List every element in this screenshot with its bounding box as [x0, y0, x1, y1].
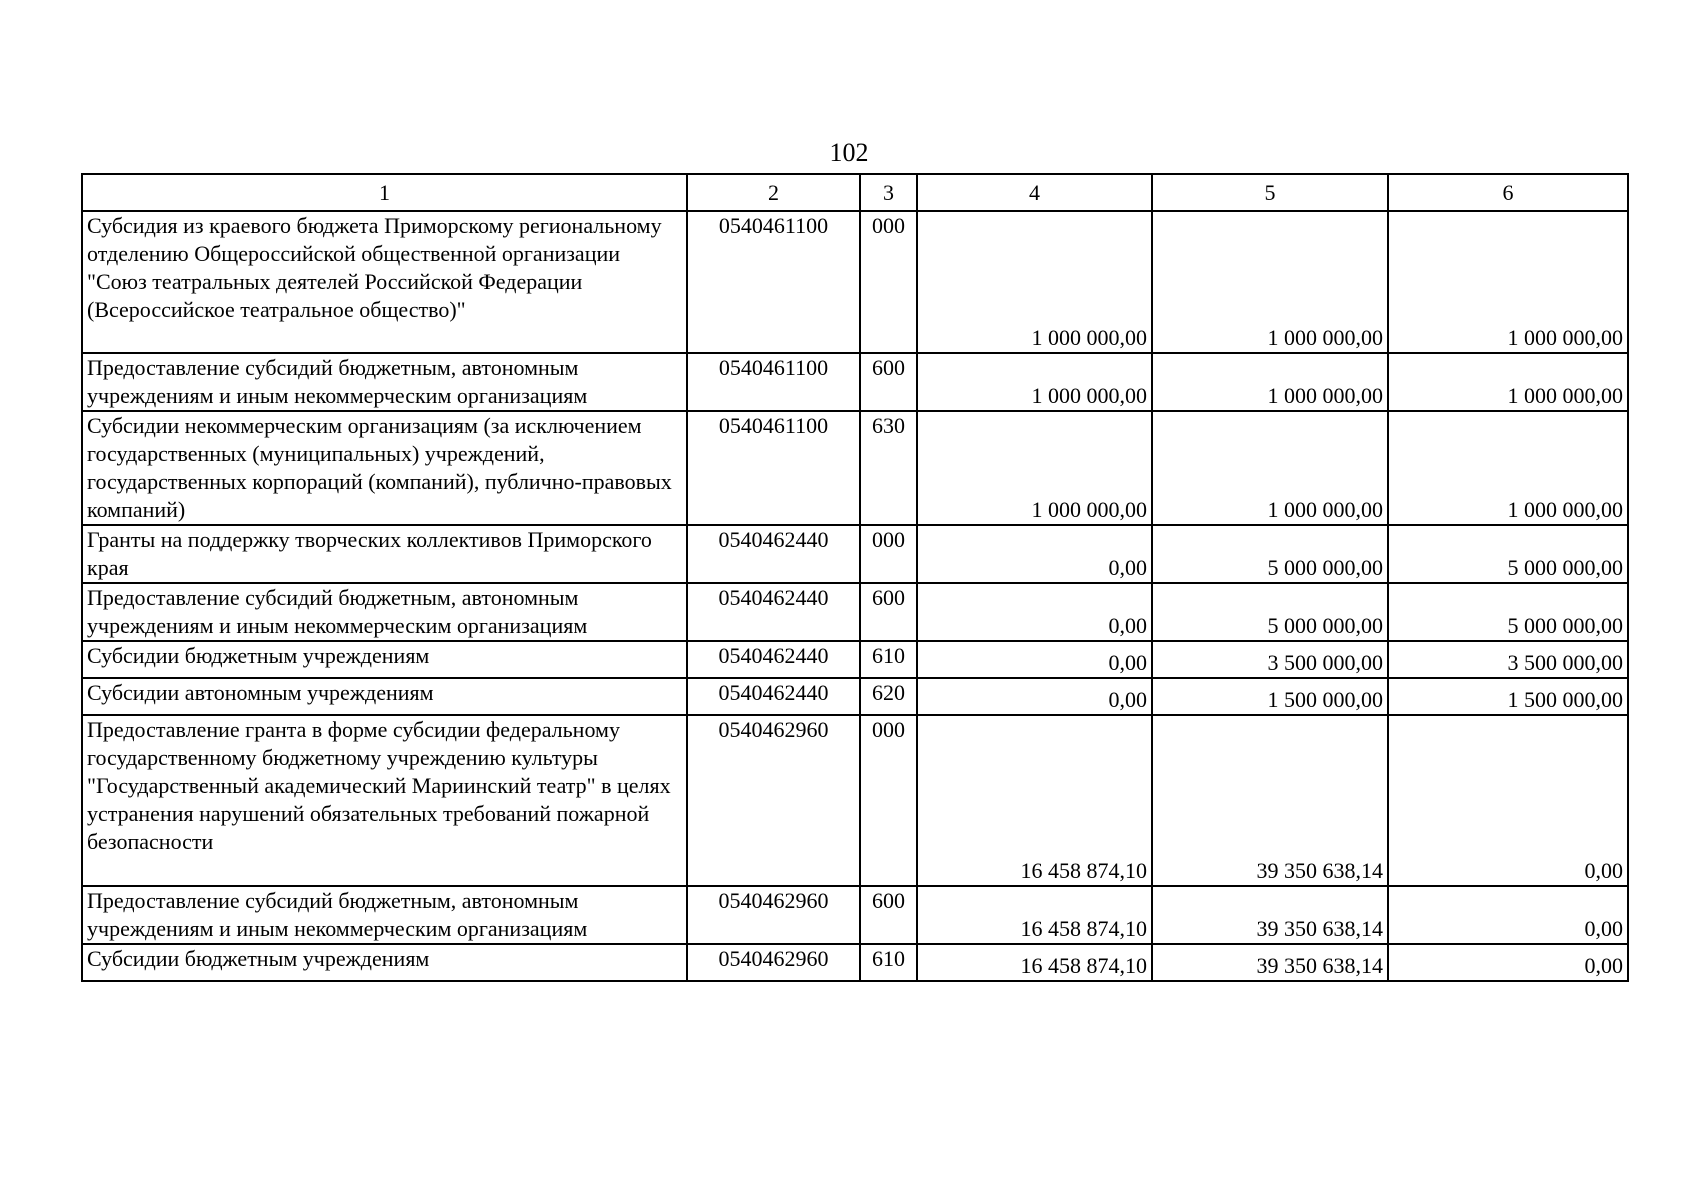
- row-code: 0540462960: [687, 886, 860, 944]
- row-code: 0540461100: [687, 353, 860, 411]
- row-name: Субсидии бюджетным учреждениям: [82, 641, 687, 678]
- row-amount-6: 0,00: [1388, 944, 1628, 981]
- row-code: 0540462440: [687, 525, 860, 583]
- row-code: 0540462440: [687, 678, 860, 715]
- row-amount-4: 16 458 874,10: [917, 886, 1152, 944]
- table-row: [82, 944, 1628, 981]
- row-amount-6: 1 000 000,00: [1388, 411, 1628, 525]
- column-header-2: 2: [687, 174, 860, 211]
- table-row: [82, 641, 1628, 678]
- row-amount-4: 1 000 000,00: [917, 211, 1152, 353]
- row-name: Субсидии некоммерческим организациям (за исключением государственных (муниципальных) учреждений, государственных корпораций (компаний), публично-правовых компаний): [82, 411, 687, 525]
- row-amount-5: 1 000 000,00: [1152, 411, 1388, 525]
- row-amount-6: 5 000 000,00: [1388, 583, 1628, 641]
- row-amount-6: 1 000 000,00: [1388, 211, 1628, 353]
- table-row: [82, 715, 1628, 886]
- row-amount-4: 1 000 000,00: [917, 411, 1152, 525]
- row-amount-5: 1 000 000,00: [1152, 353, 1388, 411]
- row-amount-5: 3 500 000,00: [1152, 641, 1388, 678]
- row-amount-5: 39 350 638,14: [1152, 715, 1388, 886]
- row-expense-type: 610: [860, 944, 917, 981]
- row-code: 0540462960: [687, 944, 860, 981]
- column-header-1: 1: [82, 174, 687, 211]
- row-amount-5: 1 500 000,00: [1152, 678, 1388, 715]
- table-row: [82, 583, 1628, 641]
- row-amount-4: 0,00: [917, 641, 1152, 678]
- row-amount-6: 3 500 000,00: [1388, 641, 1628, 678]
- row-expense-type: 000: [860, 525, 917, 583]
- table-row: [82, 886, 1628, 944]
- budget-table: [81, 173, 1629, 982]
- row-amount-6: 0,00: [1388, 715, 1628, 886]
- row-code: 0540461100: [687, 411, 860, 525]
- row-amount-4: 0,00: [917, 525, 1152, 583]
- row-name: Предоставление субсидий бюджетным, автономным учреждениям и иным некоммерческим организациям: [82, 886, 687, 944]
- row-expense-type: 620: [860, 678, 917, 715]
- row-amount-4: 0,00: [917, 678, 1152, 715]
- page-number: 102: [829, 138, 869, 167]
- row-amount-6: 0,00: [1388, 886, 1628, 944]
- row-name: Предоставление субсидий бюджетным, автономным учреждениям и иным некоммерческим организациям: [82, 353, 687, 411]
- row-name: Гранты на поддержку творческих коллективов Приморского края: [82, 525, 687, 583]
- table-row: [82, 353, 1628, 411]
- row-amount-5: 5 000 000,00: [1152, 525, 1388, 583]
- column-header-4: 4: [917, 174, 1152, 211]
- row-code: 0540462960: [687, 715, 860, 886]
- row-code: 0540461100: [687, 211, 860, 353]
- row-name: Предоставление гранта в форме субсидии федеральному государственному бюджетному учреждению культуры "Государственный академический Мариинский театр" в целях устранения нарушений обязательных требований пожарной безопасности: [82, 715, 687, 886]
- row-amount-5: 1 000 000,00: [1152, 211, 1388, 353]
- table-row: [82, 211, 1628, 353]
- row-amount-4: 16 458 874,10: [917, 944, 1152, 981]
- row-code: 0540462440: [687, 641, 860, 678]
- row-amount-6: 1 000 000,00: [1388, 353, 1628, 411]
- table-body: [82, 211, 1628, 981]
- row-expense-type: 600: [860, 353, 917, 411]
- row-expense-type: 600: [860, 886, 917, 944]
- row-amount-4: 16 458 874,10: [917, 715, 1152, 886]
- row-amount-4: 0,00: [917, 583, 1152, 641]
- row-expense-type: 630: [860, 411, 917, 525]
- column-header-5: 5: [1152, 174, 1388, 211]
- row-amount-5: 5 000 000,00: [1152, 583, 1388, 641]
- row-name: Субсидии бюджетным учреждениям: [82, 944, 687, 981]
- column-header-6: 6: [1388, 174, 1628, 211]
- row-amount-6: 5 000 000,00: [1388, 525, 1628, 583]
- row-amount-6: 1 500 000,00: [1388, 678, 1628, 715]
- row-name: Субсидия из краевого бюджета Приморскому региональному отделению Общероссийской общественной организации "Союз театральных деятелей Российской Федерации (Всероссийское театральное общество)": [82, 211, 687, 353]
- row-expense-type: 000: [860, 211, 917, 353]
- row-name: Предоставление субсидий бюджетным, автономным учреждениям и иным некоммерческим организациям: [82, 583, 687, 641]
- table-header: [82, 174, 1628, 211]
- row-expense-type: 600: [860, 583, 917, 641]
- row-amount-5: 39 350 638,14: [1152, 944, 1388, 981]
- table-row: [82, 525, 1628, 583]
- row-code: 0540462440: [687, 583, 860, 641]
- row-expense-type: 610: [860, 641, 917, 678]
- column-header-3: 3: [860, 174, 917, 211]
- row-name: Субсидии автономным учреждениям: [82, 678, 687, 715]
- table-row: [82, 678, 1628, 715]
- table-row: [82, 411, 1628, 525]
- row-expense-type: 000: [860, 715, 917, 886]
- header-row: [82, 174, 1628, 211]
- row-amount-4: 1 000 000,00: [917, 353, 1152, 411]
- row-amount-5: 39 350 638,14: [1152, 886, 1388, 944]
